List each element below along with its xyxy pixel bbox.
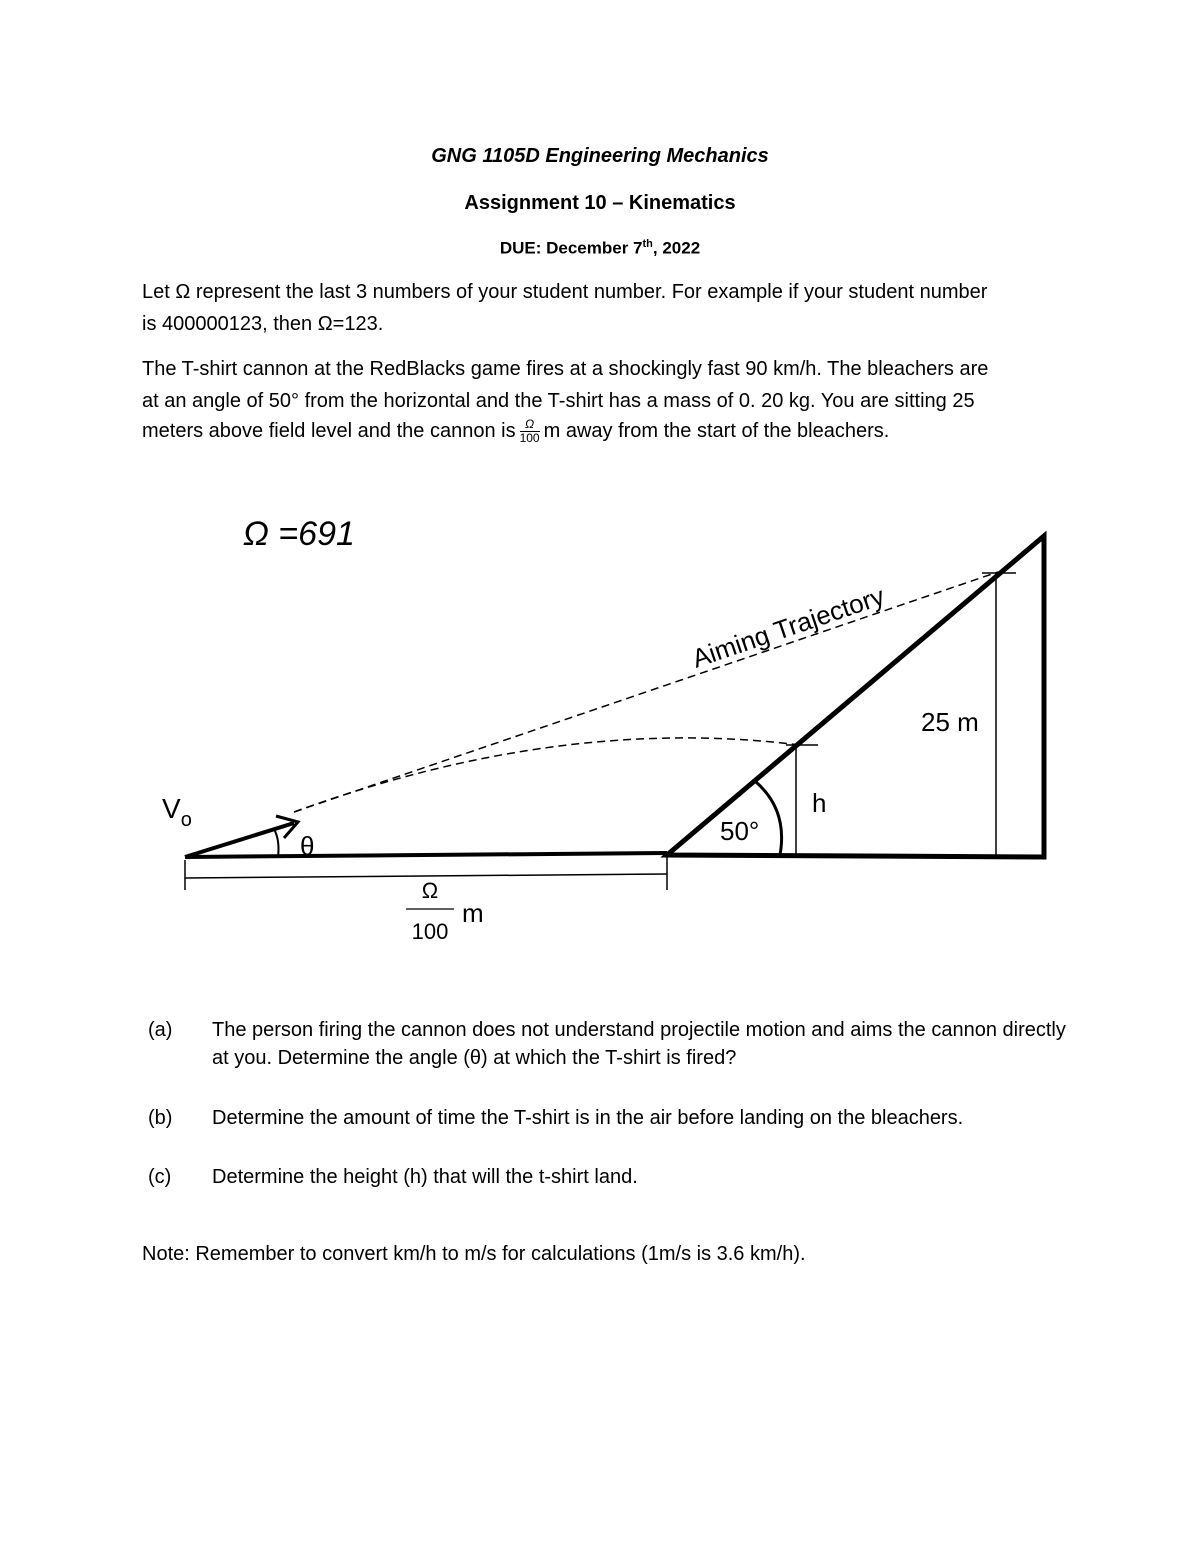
bleacher-triangle <box>667 536 1044 857</box>
angle-50-label: 50° <box>720 816 760 846</box>
angle-50-arc <box>756 782 782 855</box>
actual-trajectory-curve <box>294 738 800 812</box>
question-a-label: (a) <box>148 1019 173 1041</box>
question-a-text: The person firing the cannon does not understand projectile motion and aims the cannon directly at you. Determine the angle (θ) at which the T-shirt is fired? <box>212 1019 1066 1069</box>
due-prefix: DUE: December 7 <box>499 238 643 258</box>
conversion-note: Note: Remember to convert km/h to m/s for calculations (1m/s is 3.6 km/h). <box>142 1243 806 1265</box>
course-title: GNG 1105D Engineering Mechanics <box>431 145 769 167</box>
aiming-trajectory-line <box>294 572 998 812</box>
assignment-title: Assignment 10 – Kinematics <box>464 192 736 214</box>
v0-letter: V <box>162 793 181 824</box>
question-b-label: (b) <box>148 1107 173 1129</box>
distance-unit: m <box>462 898 484 928</box>
intro-line-5-after: m away from the start of the bleachers. <box>543 419 890 442</box>
intro-line-5-before: meters above field level and the cannon is <box>142 419 516 442</box>
h-label: h <box>812 788 827 818</box>
distance-numerator: Ω <box>421 878 439 903</box>
fraction-denominator: 100 <box>519 431 540 445</box>
theta-arc <box>274 829 279 857</box>
question-c-label: (c) <box>148 1166 172 1188</box>
intro-line-3: The T-shirt cannon at the RedBlacks game fires at a shockingly fast 90 km/h. The bleachers are <box>142 358 989 380</box>
field-line <box>185 853 667 857</box>
due-suffix: , 2022 <box>652 238 701 258</box>
handwritten-omega-note: Ω =691 <box>243 515 355 553</box>
intro-line-4: at an angle of 50° from the horizontal and the T-shirt has a mass of 0. 20 kg. You are sitting 25 <box>142 390 975 412</box>
question-c-text: Determine the height (h) that will the t-shirt land. <box>212 1166 638 1188</box>
question-b-text: Determine the amount of time the T-shirt is in the air before landing on the bleachers. <box>212 1107 964 1129</box>
distance-denominator: 100 <box>411 919 449 944</box>
v0-subscript: o <box>180 809 192 831</box>
theta-label: θ <box>300 831 315 861</box>
due-superscript: th <box>642 238 653 250</box>
aiming-trajectory-label: Aiming Trajectory <box>688 580 889 674</box>
height-25m-label: 25 m <box>921 707 979 737</box>
v0-label <box>162 793 192 831</box>
fraction-numerator: Ω <box>520 418 540 432</box>
intro-line-2: is 400000123, then Ω=123. <box>142 313 384 335</box>
intro-line-1: Let Ω represent the last 3 numbers of your student number. For example if your student number <box>142 281 988 303</box>
